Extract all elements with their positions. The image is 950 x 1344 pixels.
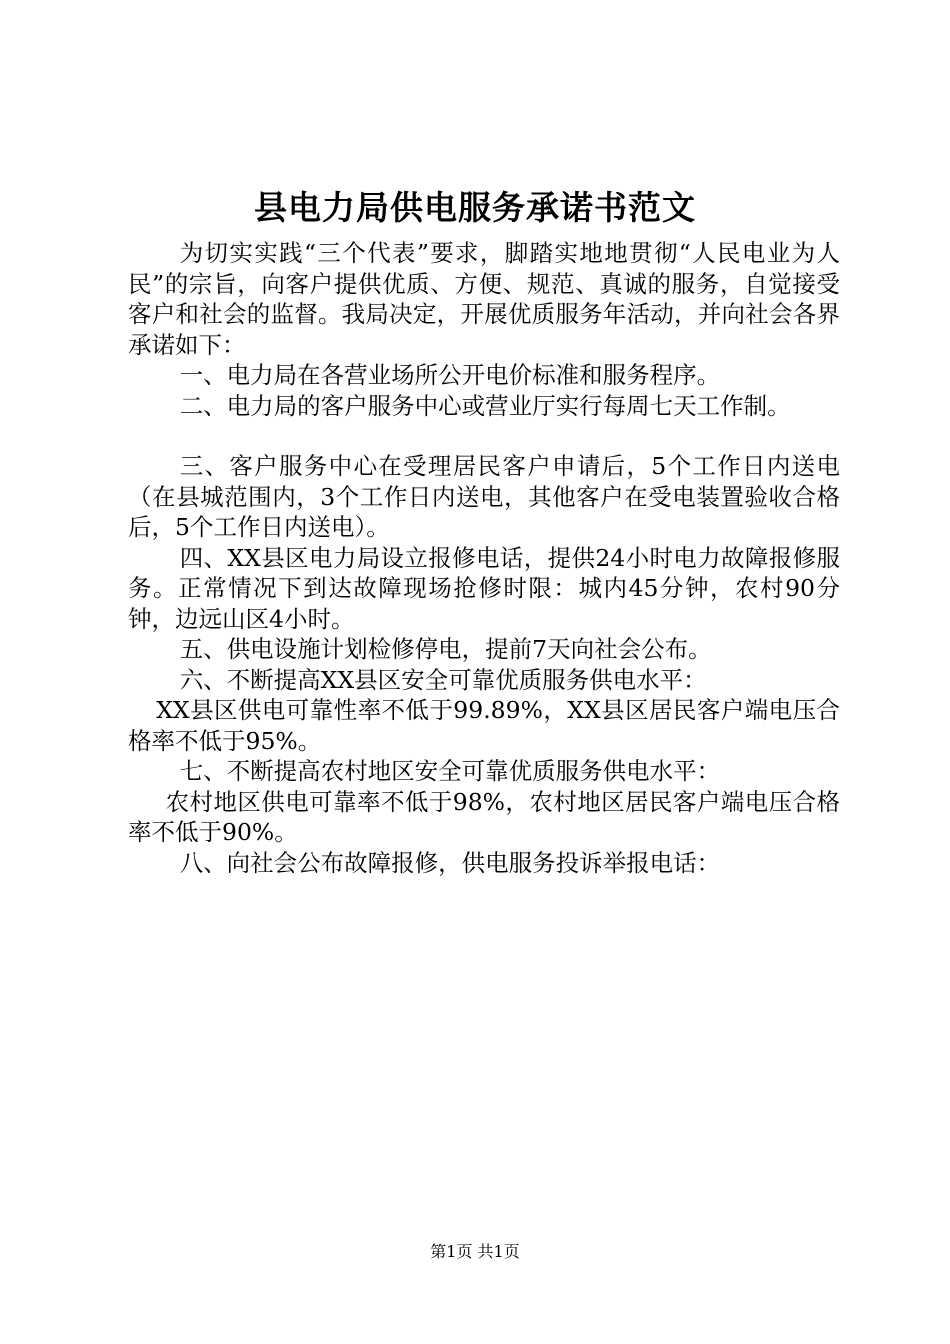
intro-paragraph: 为切实实践“三个代表”要求，脚踏实地地贯彻“人民电业为人民”的宗旨，向客户提供优质、方便、规范、真诚的服务，自觉接受客户和社会的监督。我局决定，开展优质服务年活动，并向社会各界承诺如下： [128,239,840,359]
commitment-4: 四、XX县区电力局设立报修电话，提供24小时电力故障报修服务。正常情况下到达故障现场抢修时限：城内45分钟，农村90分钟，边远山区4小时。 [128,543,840,633]
commitment-7-detail: 农村地区供电可靠率不低于98%，农村地区居民客户端电压合格率不低于90%。 [128,787,840,846]
commitment-6: 六、不断提高XX县区安全可靠优质服务供电水平： [179,665,707,694]
commitment-8: 八、向社会公布故障报修，供电服务投诉举报电话： [179,848,721,877]
commitment-6-detail: XX县区供电可靠性率不低于99.89%，XX县区居民客户端电压合格率不低于95%。 [128,696,840,755]
commitment-3: 三、客户服务中心在受理居民客户申请后，5个工作日内送电（在县城范围内，3个工作日内送电，其他客户在受电装置验收合格后，5个工作日内送电）。 [128,452,840,541]
commitment-5: 五、供电设施计划检修停电，提前7天向社会公布。 [179,635,712,663]
commitment-2: 二、电力局的客户服务中心或营业厅实行每周七天工作制。 [179,391,791,420]
page-footer: 第1页 共1页 [430,1242,520,1261]
document-body [128,238,840,878]
commitment-1: 一、电力局在各营业场所公开电价标准和服务程序。 [179,361,721,389]
document-title: 县电力局供电服务承诺书范文 [254,188,696,227]
commitment-7: 七、不断提高农村地区安全可靠优质服务供电水平： [179,757,721,785]
